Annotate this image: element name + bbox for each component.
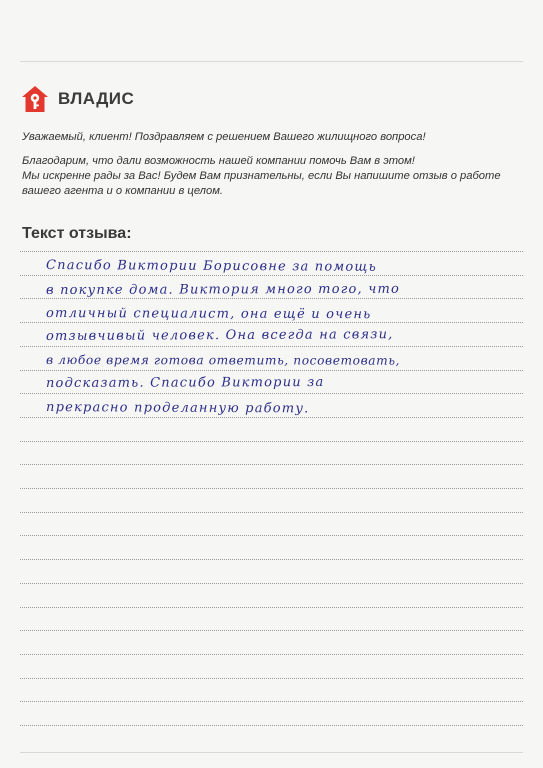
writing-line — [20, 298, 523, 299]
writing-line — [20, 607, 523, 608]
writing-line — [20, 346, 523, 347]
writing-line — [20, 251, 523, 252]
writing-line — [20, 654, 523, 655]
writing-line — [20, 559, 523, 560]
writing-line — [20, 464, 523, 465]
handwriting-line-5: в любое время готова ответить, посоветовать, — [46, 353, 401, 368]
request-line-3: вашего агента и о компании в целом. — [22, 185, 223, 197]
handwriting-line-4: отзывчивый человек. Она всегда на связи, — [45, 327, 394, 344]
handwriting-line-2: в покупке дома. Виктория много того, что — [45, 281, 401, 298]
request-text — [22, 154, 522, 199]
handwriting-line-3: отличный специалист, она ещё и очень — [46, 306, 372, 323]
greeting-line: Уважаемый, клиент! Поздравляем с решением Вашего жилищного вопроса! — [22, 131, 426, 143]
writing-line — [20, 630, 523, 631]
top-divider — [20, 61, 523, 62]
brand-name: ВЛАДИС — [58, 89, 135, 108]
handwriting-line-6: подсказать. Спасибо Виктории за — [45, 375, 325, 391]
writing-line — [20, 535, 523, 536]
writing-line — [20, 393, 523, 394]
writing-line — [20, 701, 523, 702]
request-line-1: Благодарим, что дали возможность нашей компании помочь Вам в этом! — [22, 155, 415, 167]
writing-line — [20, 512, 523, 513]
handwriting-line-1: Спасибо Виктории Борисовне за помощь — [46, 258, 377, 275]
writing-line — [20, 441, 523, 442]
writing-line — [20, 583, 523, 584]
writing-line — [20, 678, 523, 679]
greeting-text — [22, 130, 522, 145]
review-section-title: Текст отзыва: — [22, 225, 132, 242]
house-key-icon — [20, 84, 50, 114]
writing-line — [20, 488, 523, 489]
writing-line — [20, 725, 523, 726]
writing-line — [20, 370, 523, 371]
request-line-2: Мы искренне рады за Вас! Будем Вам признательны, если Вы напишите отзыв о работе — [22, 170, 501, 182]
bottom-divider — [20, 752, 523, 753]
brand-logo — [20, 84, 134, 114]
handwriting-line-7: прекрасно проделанную работу. — [46, 400, 310, 417]
